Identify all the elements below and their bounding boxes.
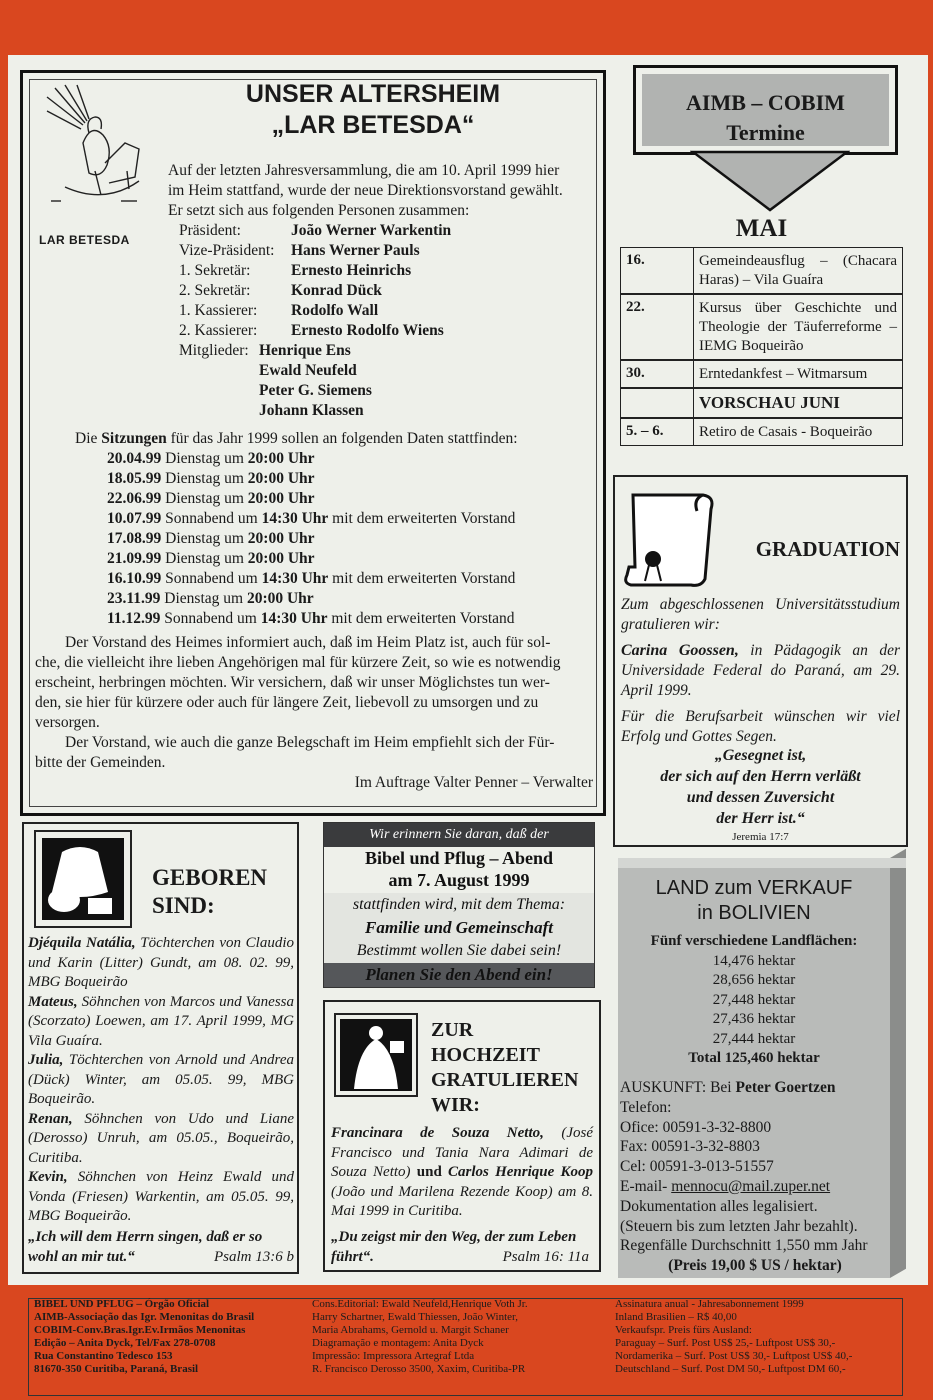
baby-name: Julia, [28, 1052, 64, 1068]
births-quote-text: „Ich will dem Herrn singen, daß er so wohl an mir tut.“ [28, 1229, 263, 1265]
footer-line: Harry Schartner, Ewald Thiessen, João Winter, [312, 1311, 518, 1323]
event-line: Bestimmt wollen Sie dabei sein! [356, 942, 562, 959]
baby-name: Mateus, [28, 993, 78, 1010]
graduation-ref: Jeremia 17:7 [732, 831, 789, 843]
footer-line: Diagramação e montagem: Anita Dyck [312, 1337, 484, 1349]
birth-entry [28, 1168, 294, 1227]
footer-col-1 [34, 1298, 299, 1396]
footer-line: Paraguay – Surf. Post US$ 25,- Luftpost US$ 30,- [615, 1337, 836, 1349]
termine-text: Retiro de Casais - Boqueirão [699, 424, 873, 440]
births-list [28, 934, 294, 1227]
graduation-title: GRADUATION [755, 537, 900, 561]
termine-row [620, 294, 903, 360]
wedding-quote-text: „Du zeigst mir den Weg, der zum Leben führt“. [331, 1229, 577, 1265]
session-time: 20:00 Uhr [247, 490, 315, 507]
termine-row [620, 247, 903, 294]
graduation-box [613, 475, 908, 847]
board-name: Rodolfo Wall [291, 302, 379, 319]
land-total: Total 125,460 hektar [688, 1050, 820, 1066]
termine-day: 5. – 6. [621, 419, 694, 445]
termine-row [620, 418, 903, 446]
wedding-title-line: HOCHZEIT [431, 1044, 540, 1066]
footer-line: Cons.Editorial: Ewald Neufeld,Henrique Voth Jr. [312, 1298, 528, 1310]
session-day: Sonnabend um [161, 570, 262, 587]
logo-caption: LAR BETESDA [39, 233, 130, 247]
session-time: 14:30 Uhr [261, 510, 329, 527]
footer-line: AIMB-Associação das Igr. Menonitas do Brasil [34, 1311, 255, 1323]
footer-line: Impressão: Impressora Artegraf Ltda [312, 1350, 475, 1362]
termine-header [633, 65, 898, 155]
board-name: Ernesto Rodolfo Wiens [291, 322, 444, 339]
land-rain: Regenfälle Durchschnitt 1,550 mm Jahr [620, 1237, 868, 1255]
info-name: Peter Goertzen [735, 1079, 836, 1096]
altersheim-article [20, 70, 606, 816]
session-time: 20:00 Uhr [247, 530, 315, 547]
land-title [618, 876, 890, 926]
event-line: Planen Sie den Abend ein! [365, 965, 553, 984]
event-line: Bibel und Pflug – Abend [364, 848, 554, 868]
session-date-row [107, 609, 597, 629]
session-time: 20:00 Uhr [246, 590, 314, 607]
baby-icon-frame [34, 830, 132, 928]
groom-name: Carlos Henrique Koop [441, 1164, 593, 1180]
email-link[interactable]: mennocu@mail.zuper.net [671, 1177, 831, 1195]
board-role: 2. Sekretär: [179, 282, 251, 299]
info-label: AUSKUNFT: Bei [620, 1079, 736, 1096]
termine-text: Kursus über Geschichte und Theologie der Täuferreforme – IEMG Boqueirão [699, 300, 897, 354]
session-date: 18.05.99 [107, 470, 162, 487]
contact-line: Fax: 00591-3-32-8803 [620, 1138, 760, 1156]
wedding-box [323, 1000, 601, 1272]
wedding-title-line: WIR: [431, 1094, 480, 1116]
wedding-couple-icon [340, 1019, 412, 1091]
land-title-2: in BOLIVIEN [697, 902, 811, 924]
wedding-title [431, 1018, 578, 1118]
member-name: Henrique Ens [259, 342, 351, 359]
birth-detail: Söhnchen von Marcos und Vanessa (Scorzato) Loewen, am 17. April 1999, MG Vila Guaíra. [28, 993, 294, 1049]
birth-detail: Töchterchen von Arnold und Andrea (Dück) Winter, am 05.05. 99, MBG Boqueirão. [28, 1052, 294, 1107]
session-date: 11.12.99 [107, 610, 161, 627]
session-day: Dienstag um [161, 490, 248, 507]
births-box [22, 822, 299, 1274]
footer-line: R. Francisco Derosso 3500, Xaxim, Curitiba-PR [312, 1363, 526, 1375]
footer-line: Verkaufspr. Preis fürs Ausland: [615, 1324, 752, 1336]
event-box [323, 822, 595, 988]
session-extra: mit dem erweiterten Vorstand [328, 570, 516, 587]
session-day: Dienstag um [160, 590, 247, 607]
members-label: Mitglieder: [179, 342, 249, 359]
session-time: 14:30 Uhr [260, 610, 328, 627]
verse-line: „Gesegnet ist, [714, 747, 807, 764]
session-day: Dienstag um [161, 530, 248, 547]
board-role: 1. Sekretär: [179, 262, 251, 279]
session-day: Sonnabend um [160, 610, 261, 627]
footer-line: Maria Abrahams, Gernold u. Margit Schaner [312, 1324, 509, 1336]
graduation-wish: Für die Berufsarbeit wünschen wir viel Erfolg und Gottes Segen. [621, 708, 900, 745]
event-line: stattfinden wird, mit dem Thema: [352, 896, 566, 913]
session-date: 20.04.99 [107, 450, 162, 467]
footer-line: Rua Constantino Tedesco 153 [34, 1350, 173, 1362]
session-date: 17.08.99 [107, 530, 162, 547]
termine-title [636, 88, 895, 148]
session-time: 14:30 Uhr [261, 570, 329, 587]
footer-line: Deutschland – Surf. Post DM 50,- Luftpost DM 60,- [615, 1363, 846, 1375]
para-line: den, sie hier für kürzere oder auch für längere Zeit, liebevoll zu umsorgen und zu [35, 694, 539, 711]
para-line: erscheint, herbringen möchten. Wir versichern, daß wir unser Möglichstes tun wer- [35, 674, 550, 691]
graduation-intro: Zum abgeschlossenen Universitätsstudium gratulieren wir: [621, 596, 900, 633]
sessions-bold: Sitzungen [101, 430, 167, 447]
session-date: 23.11.99 [107, 590, 161, 607]
wedding-title-line: GRATULIEREN [431, 1069, 579, 1091]
para-line: Der Vorstand des Heimes informiert auch, daß im Heim Platz ist, auch für sol- [65, 634, 551, 651]
termine-day: 16. [621, 248, 694, 293]
birth-detail: Töchterchen von Claudio und Karin (Litter) Gundt, am 08. 02. 99, MBG Boqueirão [28, 935, 295, 990]
title-line-1: UNSER ALTERSHEIM [245, 80, 501, 108]
session-day: Dienstag um [161, 450, 248, 467]
footer-line: Inland Brasilien – R$ 40,00 [615, 1311, 737, 1323]
arrow-down-icon [690, 150, 850, 212]
email-label: E-mail- [620, 1177, 672, 1195]
termine-text: Gemeindeausflug – (Chacara Haras) – Vila Guaíra [699, 253, 897, 288]
event-line: Familie und Gemeinschaft [365, 918, 553, 937]
birth-entry [28, 993, 294, 1052]
land-doc: Dokumentation alles legalisiert. [620, 1197, 818, 1215]
termine-day: 22. [621, 295, 694, 359]
para-line: che, die vielleicht ihre lieben Angehörigen mal für kürzere Zeit, so wie es notwendig [35, 654, 561, 671]
event-highlight [324, 847, 594, 893]
board-role: 1. Kassierer: [179, 302, 258, 319]
footer-line: Assinatura anual - Jahresabonnement 1999 [615, 1298, 804, 1310]
rocking-chair-logo-icon [45, 83, 143, 213]
birth-entry [28, 1110, 294, 1169]
session-extra: mit dem erweiterten Vorstand [327, 610, 515, 627]
session-day: Dienstag um [161, 470, 248, 487]
baby-name: Djéquila Natália, [28, 935, 136, 951]
sessions-post: für das Jahr 1999 sollen an folgenden Daten stattfinden: [166, 430, 518, 447]
verse-line: der Herr ist.“ [716, 810, 805, 827]
info-paragraph [35, 633, 595, 773]
termine-title-2: Termine [726, 120, 805, 145]
footer-col-3 [615, 1298, 900, 1396]
land-area: 27,436 hektar [712, 1011, 796, 1027]
termine-day: 30. [621, 361, 694, 387]
termine-text: Erntedankfest – Witmarsum [699, 366, 868, 382]
birth-entry [28, 1051, 294, 1110]
wedding-text [331, 1124, 593, 1222]
footer-line: BIBEL UND PFLUG – Órgão Oficial [34, 1298, 210, 1310]
wedding-und: und [416, 1164, 442, 1180]
session-date-row [107, 529, 597, 549]
para-line: Der Vorstand, wie auch die ganze Belegschaft im Heim empfiehlt sich der Für- [65, 734, 555, 751]
event-body [324, 893, 594, 963]
session-time: 20:00 Uhr [247, 450, 315, 467]
footer-line: Edição – Anita Dyck, Tel/Fax 278-0708 [34, 1337, 216, 1349]
board-role: 2. Kassierer: [179, 322, 258, 339]
diploma-scroll-icon [621, 489, 721, 589]
board-name: Hans Werner Pauls [291, 242, 420, 259]
signature: Im Auftrage Valter Penner – Verwalter [354, 774, 593, 791]
verse-line: und dessen Zuversicht [686, 789, 835, 806]
termine-month: MAI [735, 215, 788, 242]
verse-line: der sich auf den Herrn verläßt [660, 768, 861, 785]
land-title-1: LAND zum VERKAUF [655, 877, 853, 899]
board-name: Konrad Dück [291, 282, 382, 299]
births-quote [28, 1228, 294, 1267]
wedding-title-line: ZUR [431, 1019, 474, 1041]
sessions-heading [75, 429, 605, 449]
land-area: 28,656 hektar [712, 972, 796, 988]
session-day: Dienstag um [161, 550, 248, 567]
baby-name: Kevin, [28, 1169, 68, 1185]
footer-line: COBIM-Conv.Bras.Igr.Ev.Irmãos Menonitas [34, 1324, 246, 1336]
bride-name: Francinara de Souza Netto, [331, 1125, 544, 1141]
contact-line: Ofice: 00591-3-32-8800 [620, 1118, 772, 1136]
land-area: 27,448 hektar [712, 991, 796, 1008]
session-dates [107, 449, 597, 629]
board-role: Vize-Präsident: [179, 242, 275, 259]
land-subtitle: Fünf verschiedene Landflächen: [650, 933, 858, 949]
board-role: Präsident: [179, 222, 241, 239]
birth-detail: Söhnchen von Udo und Liane (Derosso) Unruh, am 05.05., Boqueirão, Curitiba. [28, 1110, 294, 1166]
session-date-row [107, 509, 597, 529]
land-area: 14,476 hektar [712, 952, 796, 969]
event-line: am 7. August 1999 [388, 870, 530, 890]
session-time: 20:00 Uhr [247, 550, 315, 567]
session-date-row [107, 489, 597, 509]
session-date: 21.09.99 [107, 550, 162, 567]
wedding-icon-frame [334, 1013, 418, 1097]
session-day: Sonnabend um [161, 510, 262, 527]
groom-parents: (João und Marilena Rezende Koop) am 8. Mai 1999 in Curitiba. [331, 1183, 593, 1219]
wedding-quote-ref: Psalm 16: 11a [502, 1248, 589, 1265]
contact-line: Cel: 00591-3-013-51557 [620, 1158, 774, 1176]
land-doc: (Steuern bis zum letzten Jahr bezahlt). [620, 1217, 858, 1235]
termine-title-1: AIMB – COBIM [686, 90, 845, 115]
land-area: 27,444 hektar [712, 1030, 796, 1047]
bride-parents: (José Francisco und Tania Nara Adimari de Souza Netto) [331, 1125, 593, 1180]
member-name: Peter G. Siemens [259, 382, 372, 399]
para-line: versorgen. [35, 714, 100, 731]
footer-line: Nordamerika – Surf. Post US$ 30,- Luftpost US$ 40,- [615, 1350, 853, 1362]
baby-icon [42, 838, 124, 920]
baby-name: Renan, [28, 1110, 73, 1127]
footer-col-2 [312, 1298, 602, 1396]
article-title [173, 79, 573, 141]
session-date-row [107, 569, 597, 589]
session-date: 16.10.99 [107, 570, 162, 587]
para-line: bitte der Gemeinden. [35, 754, 166, 771]
intro-text [168, 161, 608, 221]
graduate-name: Carina Goossen, [621, 642, 739, 659]
event-line: Wir erinnern Sie daran, daß der [369, 827, 549, 842]
termine-preview-row [620, 388, 903, 418]
intro-line: Er setzt sich aus folgenden Personen zusammen: [168, 202, 470, 219]
session-date-row [107, 469, 597, 489]
land-areas [618, 932, 890, 1069]
land-price: (Preis 19,00 $ US / hektar) [668, 1257, 842, 1275]
sessions-pre: Die [75, 430, 102, 447]
member-name: Johann Klassen [259, 402, 364, 419]
birth-entry [28, 934, 294, 993]
title-line-2: „LAR BETESDA“ [271, 111, 475, 139]
board-name: João Werner Warkentin [291, 222, 452, 239]
termine-preview: VORSCHAU JUNI [699, 393, 840, 412]
footer-line: 81670-350 Curitiba, Paraná, Brasil [34, 1363, 199, 1375]
intro-line: Auf der letzten Jahresversammlung, die am 10. April 1999 hier [168, 162, 560, 179]
births-title [152, 864, 267, 920]
member-name: Ewald Neufeld [259, 362, 357, 379]
land-contact [620, 1078, 890, 1276]
land-box [618, 868, 890, 1278]
session-extra: mit dem erweiterten Vorstand [328, 510, 516, 527]
wedding-quote [331, 1228, 589, 1267]
session-date-row [107, 589, 597, 609]
board-name: Ernesto Heinrichs [291, 262, 412, 279]
births-title-2: SIND: [152, 893, 215, 918]
births-quote-ref: Psalm 13:6 b [214, 1248, 294, 1265]
birth-detail: Söhnchen von Heinz Ewald und Vonda (Friesen) Warkentin, am 05.05. 99, MBG Boqueirão. [28, 1169, 294, 1224]
termine-row [620, 360, 903, 388]
graduation-verse [615, 745, 906, 829]
board-list [179, 221, 599, 421]
session-date-row [107, 449, 597, 469]
session-date-row [107, 549, 597, 569]
session-date: 10.07.99 [107, 510, 162, 527]
contact-line: Telefon: [620, 1098, 672, 1116]
session-date: 22.06.99 [107, 490, 162, 507]
intro-line: im Heim stattfand, wurde der neue Direktionsvorstand gewählt. [168, 182, 563, 199]
graduate-detail: in Pädagogik an der Universidade Federal do Paraná, am 29. April 1999. [621, 642, 901, 699]
births-title-1: GEBOREN [152, 865, 268, 890]
session-time: 20:00 Uhr [247, 470, 315, 487]
graduation-text [621, 595, 900, 747]
